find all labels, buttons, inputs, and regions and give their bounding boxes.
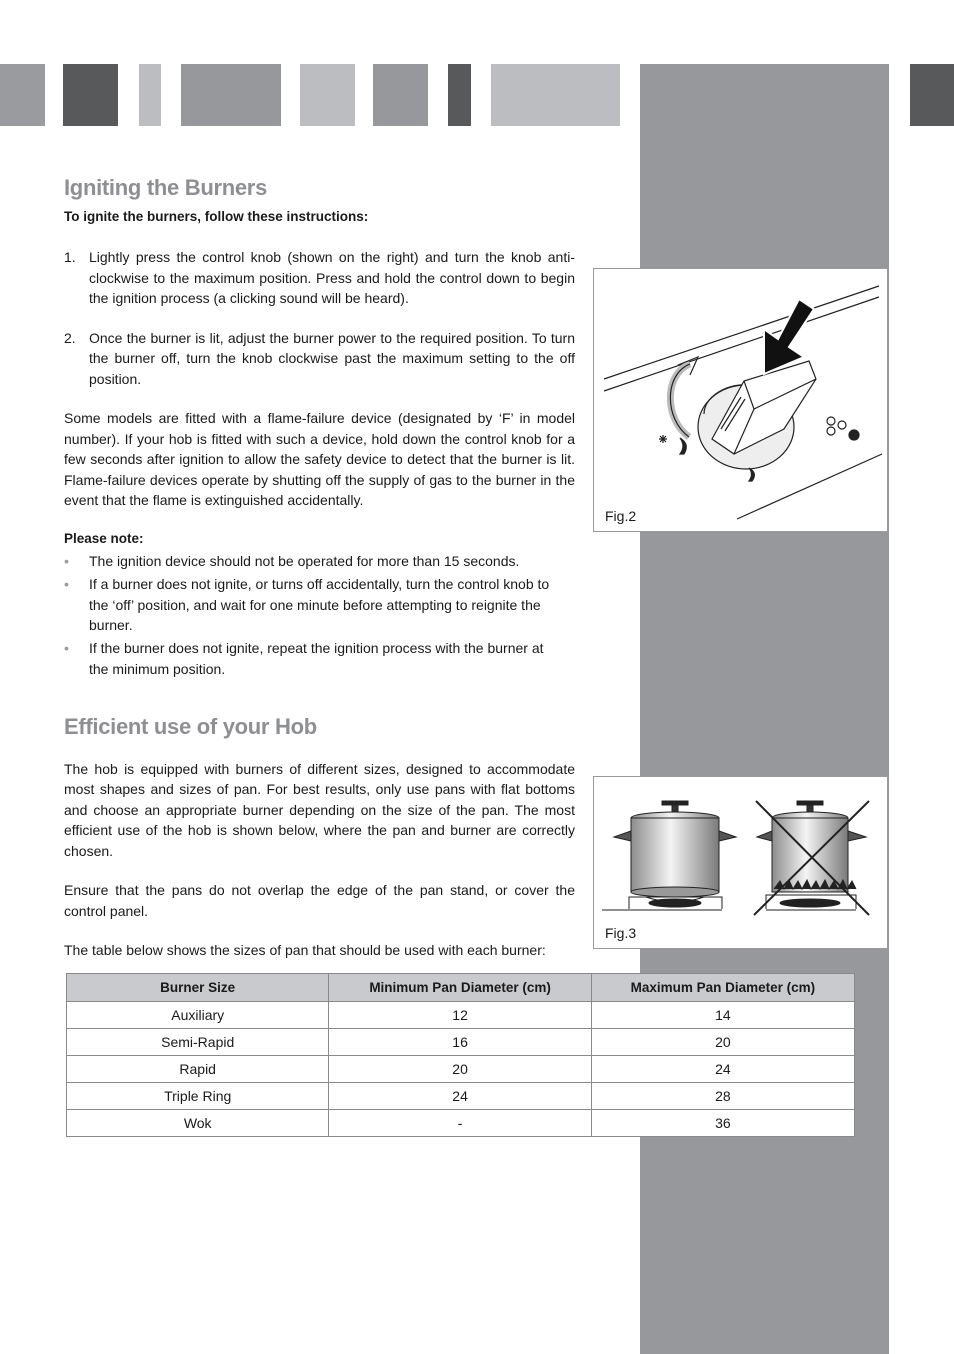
bullet-icon: • <box>64 576 69 592</box>
header-max-diameter: Maximum Pan Diameter (cm) <box>591 974 854 1002</box>
ignition-step-1 <box>64 247 575 309</box>
table-row <box>67 1056 855 1083</box>
efficient-section <box>64 714 575 961</box>
figure-2-label: Fig.2 <box>605 508 637 524</box>
table-row <box>67 1002 855 1029</box>
header-bar-8 <box>491 64 620 126</box>
header-bar-2 <box>63 64 118 126</box>
header-bar-7 <box>448 64 471 126</box>
step-number: 2. <box>64 329 76 346</box>
cell-burner: Wok <box>67 1110 329 1137</box>
step-text: Once the burner is lit, adjust the burner power to the required position. To turn the burner off, turn the knob clockwise past the maximum setting to the off position. <box>89 329 575 387</box>
table-row <box>67 1029 855 1056</box>
efficient-paragraph-1: The hob is equipped with burners of different sizes, designed to accommodate most shapes and sizes of pan. For best results, only use pans with flat bottoms and choose an appropriate burner depending on the size of the pan. The most efficient use of the hob is shown below, where the pan and burner are correctly chosen. <box>64 760 575 859</box>
cell-max: 14 <box>591 1002 854 1029</box>
ignition-step-2 <box>64 328 575 390</box>
note-item <box>64 551 575 572</box>
note-text: If the burner does not ignite, repeat the ignition process with the burner at the minimum position. <box>89 640 544 677</box>
header-burner-size: Burner Size <box>67 974 329 1002</box>
notes-list <box>64 551 575 679</box>
flame-failure-paragraph: Some models are fitted with a flame-failure device (designated by ‘F’ in model number). If your hob is fitted with such a device, hold down the control knob for a few seconds after ignition to allow the safety device to detect that the burner is lit. Flame-failure devices operate by shutting off the supply of gas to the burner in the event that the flame is extinguished accidentally. <box>64 410 575 508</box>
header-bar-5 <box>300 64 355 126</box>
igniting-lead: To ignite the burners, follow these instructions: <box>64 208 369 224</box>
header-min-diameter: Minimum Pan Diameter (cm) <box>329 974 591 1002</box>
header-bar-6 <box>373 64 428 126</box>
cell-burner: Semi-Rapid <box>67 1029 329 1056</box>
header-bar-1 <box>0 64 45 126</box>
table-row <box>67 1083 855 1110</box>
please-note-heading: Please note: <box>64 530 144 546</box>
note-item <box>64 638 575 679</box>
step-text: Lightly press the control knob (shown on the right) and turn the knob anti-clockwise to the maximum position. Press and hold the control down to begin the ignition process (a clicking sound will be heard). <box>89 249 575 306</box>
figure-3-label: Fig.3 <box>605 925 637 941</box>
cell-max: 36 <box>591 1110 854 1137</box>
igniting-section <box>64 175 575 682</box>
igniting-title: Igniting the Burners <box>64 175 268 200</box>
figure-3 <box>593 776 888 949</box>
note-text: The ignition device should not be operated for more than 15 seconds. <box>89 553 520 569</box>
header-bar-3 <box>139 64 161 126</box>
cell-min: 16 <box>329 1029 591 1056</box>
cell-burner: Rapid <box>67 1056 329 1083</box>
side-column <box>640 64 889 1354</box>
pan-size-table <box>66 973 855 1137</box>
cell-burner: Triple Ring <box>67 1083 329 1110</box>
control-knob-illustration <box>594 269 887 531</box>
cell-min: - <box>329 1110 591 1137</box>
header-bar-9 <box>910 64 954 126</box>
cell-min: 12 <box>329 1002 591 1029</box>
pan-illustration <box>594 777 887 948</box>
cell-max: 24 <box>591 1056 854 1083</box>
header-bar-4 <box>181 64 281 126</box>
note-text: If a burner does not ignite, or turns off accidentally, turn the control knob to the ‘off’ position, and wait for one minute before attempting to reignite the burner. <box>89 576 550 633</box>
efficient-title: Efficient use of your Hob <box>64 714 317 739</box>
cell-max: 28 <box>591 1083 854 1110</box>
bullet-icon: • <box>64 553 69 569</box>
cell-min: 20 <box>329 1056 591 1083</box>
step-number: 1. <box>64 249 76 265</box>
figure-2 <box>593 268 888 532</box>
note-item <box>64 574 575 636</box>
cell-burner: Auxiliary <box>67 1002 329 1029</box>
cell-max: 20 <box>591 1029 854 1056</box>
table-header-row <box>67 974 855 1002</box>
ignition-steps <box>64 247 575 389</box>
table-row <box>67 1110 855 1137</box>
efficient-paragraph-3: The table below shows the sizes of pan that should be used with each burner: <box>64 942 546 958</box>
bullet-icon: • <box>64 640 69 656</box>
efficient-paragraph-2: Ensure that the pans do not overlap the edge of the pan stand, or cover the control panel. <box>64 882 575 919</box>
cell-min: 24 <box>329 1083 591 1110</box>
